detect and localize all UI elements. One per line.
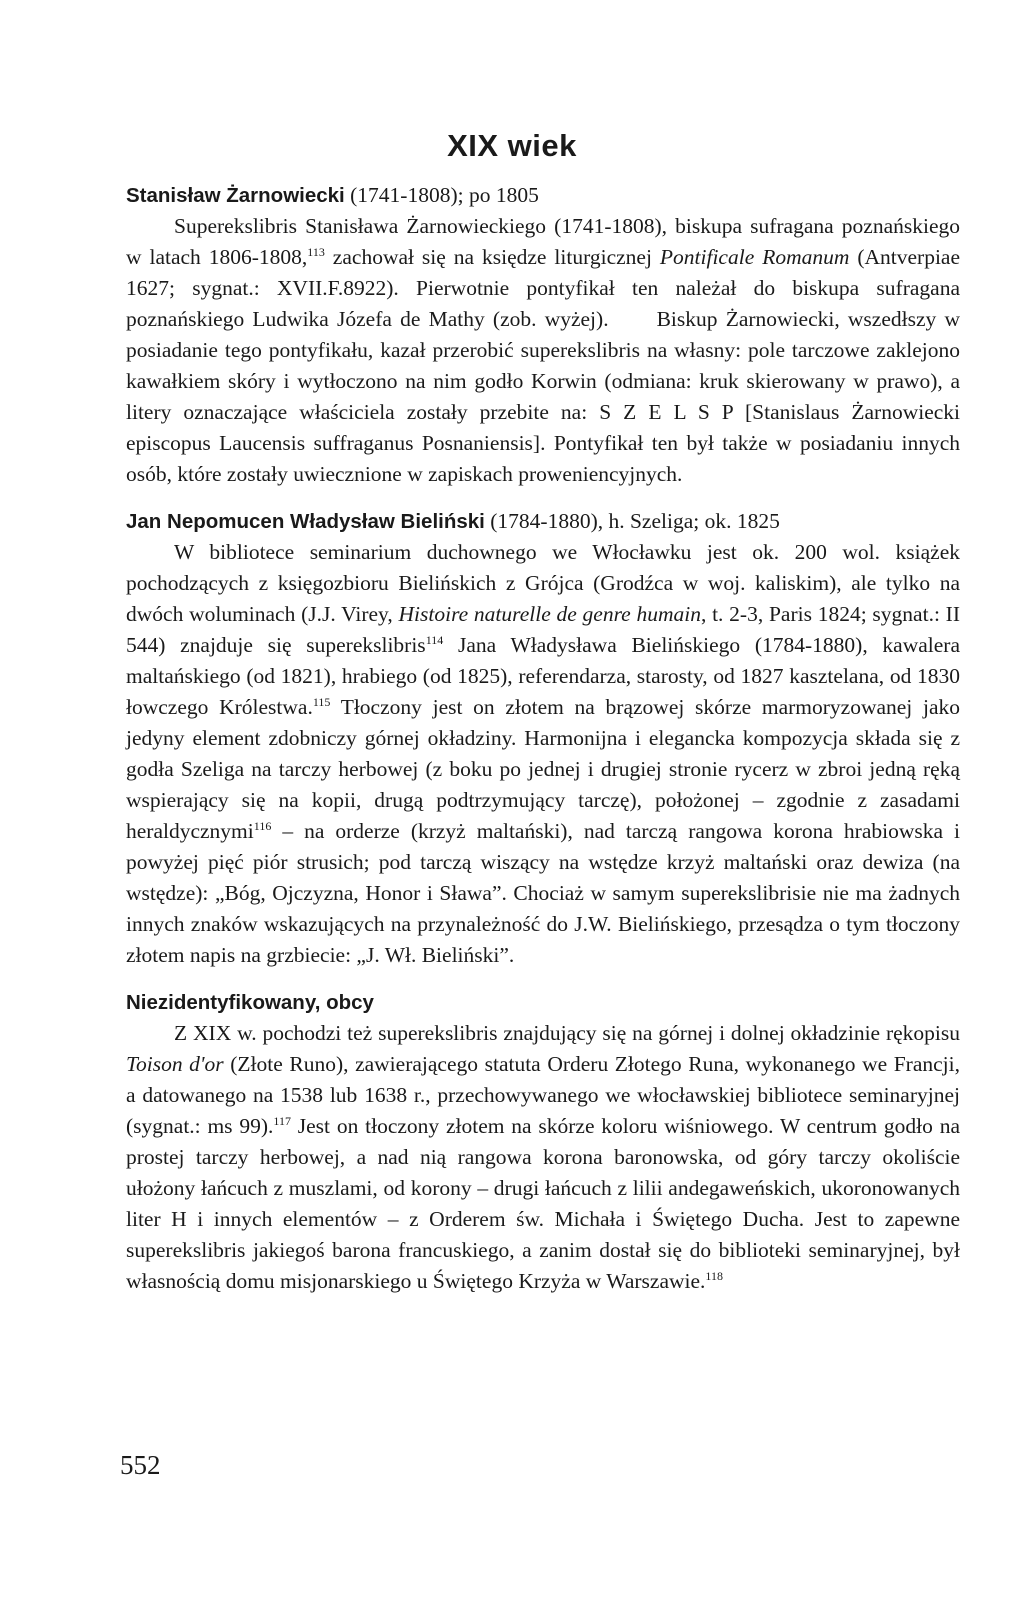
chapter-title: XIX wiek	[447, 128, 577, 163]
book-title: Pontificale Romanum	[659, 245, 850, 269]
entry-bielinski	[126, 506, 960, 971]
entry-name: Niezidentyfikowany, obcy	[126, 991, 374, 1014]
entry-meta: (1784-1880), h. Szeliga; ok. 1825	[484, 509, 780, 533]
entry-name: Jan Nepomucen Władysław Bieliński	[126, 510, 485, 533]
text-run: , t. 2-3, Paris 1824; sygnat.: II 544) znajduje się superekslibris	[126, 602, 960, 657]
text-run: Biskup Żarnowiecki, wszedłszy w posiadanie tego pontyfikału, kazał przerobić superekslibris na własny: pole tarczowe zaklejono kawałkiem skóry i wytłoczono na nim godło Korwin (odmiana: kruk skierowany w prawo), a litery oznaczające właściciela zostały przebite na: S Z E L S P [Stanislaus Żarnowiecki episcopus Laucensis suffraganus Posnaniensis]. Pontyfikał ten był także w posiadaniu innych osób, które zostały uwiecznione w zapiskach proweniencyjnych.	[126, 307, 960, 486]
text-run: (Antverpiae 1627; sygnat.: XVII.F.8922). Pierwotnie pontyfikał ten należał do biskupa sufragana poznańskiego Ludwika Józefa de Mathy (zob. wyżej).	[126, 245, 961, 331]
paragraph	[126, 211, 960, 490]
footnote-ref: 114	[425, 632, 444, 647]
footnote-ref: 118	[705, 1268, 723, 1283]
text-run: zachował się na księdze liturgicznej	[324, 245, 660, 269]
entry-unidentified	[126, 987, 960, 1297]
text-run: (Złote Runo), zawierającego statuta Orderu Złotego Runa, wykonanego we Francji, a datowanego na 1538 lub 1638 r., przechowywanego we włocławskiej bibliotece seminaryjnej (sygnat.: ms 99).	[126, 1052, 961, 1138]
paragraph	[126, 1018, 960, 1297]
text-run: Jana Władysława Bielińskiego (1784-1880), kawalera maltańskiego (od 1821), hrabiego (od 1825), referendarza, starosty, od 1827 kasztelana, od 1830 łowczego Królestwa.	[126, 633, 961, 719]
entry-zarnowiecki	[126, 180, 960, 490]
entry-meta: (1741-1808); po 1805	[344, 183, 539, 207]
paragraph	[126, 537, 960, 971]
text-run: Tłoczony jest on złotem na brązowej skórze marmoryzowanej jako jedyny element zdobniczy górnej okładziny. Harmonijna i elegancka kompozycja składa się z godła Szeliga na tarczy herbowej (z boku po jednej i drugiej stronie rycerz w zbroi jedną ręką wspierający się na kopii, drugą podtrzymujący tarczę), położonej – zgodnie z zasadami heraldycznymi	[126, 695, 961, 843]
text-run: Jest on tłoczony złotem na skórze koloru wiśniowego. W centrum godło na prostej tarczy herbowej, a nad nią rangowa korona baronowska, od góry tarczy okoliście ułożony łańcuch z muszlami, od korony – drugi łańcuch z lilii andegaweńskich, ukoronowanych liter H i innych elementów – z Orderem św. Michała i Świętego Ducha. Jest to zapewne superekslibris jakiegoś barona francuskiego, a zanim dostał się do biblioteki seminaryjnej, był własnością domu misjonarskiego u Świętego Krzyża w Warszawie.	[126, 1114, 960, 1293]
footnote-ref: 117	[273, 1113, 291, 1128]
footnote-ref: 113	[307, 244, 325, 259]
entry-name: Stanisław Żarnowiecki	[126, 184, 345, 207]
body-text	[126, 180, 960, 1297]
text-run: Superekslibris Stanisława Żarnowieckiego (1741-1808), biskupa sufragana poznańskiego w latach 1806-1808,	[126, 214, 960, 269]
book-title: Toison d'or	[126, 1052, 224, 1076]
footnote-ref: 116	[253, 818, 272, 833]
page-number: 552	[120, 1450, 161, 1480]
text-run: W bibliotece seminarium duchownego we Włocławku jest ok. 200 wol. książek pochodzących z księgozbioru Bielińskich z Grójca (Grodźca w woj. kaliskim), ale tylko na dwóch woluminach (J.J. Virey,	[126, 540, 960, 626]
text-run: – na orderze (krzyż maltański), nad tarczą rangowa korona hrabiowska i powyżej pięć piór strusich; pod tarczą wiszący na wstędze krzyż maltański oraz dewiza (na wstędze): „Bóg, Ojczyzna, Honor i Sława”. Chociaż w samym superekslibrisie nie ma żadnych innych znaków wskazujących na przynależność do J.W. Bielińskiego, przesądza o tym tłoczony złotem napis na grzbiecie: „J. Wł. Bieliński”.	[126, 819, 960, 967]
footnote-ref: 115	[312, 694, 331, 709]
text-run: Z XIX w. pochodzi też superekslibris znajdujący się na górnej i dolnej okładzinie rękopisu	[174, 1021, 960, 1045]
book-title: Histoire naturelle de genre humain	[398, 602, 701, 626]
entry-heading	[126, 180, 960, 211]
entry-heading	[126, 506, 960, 537]
entry-heading	[126, 987, 960, 1018]
